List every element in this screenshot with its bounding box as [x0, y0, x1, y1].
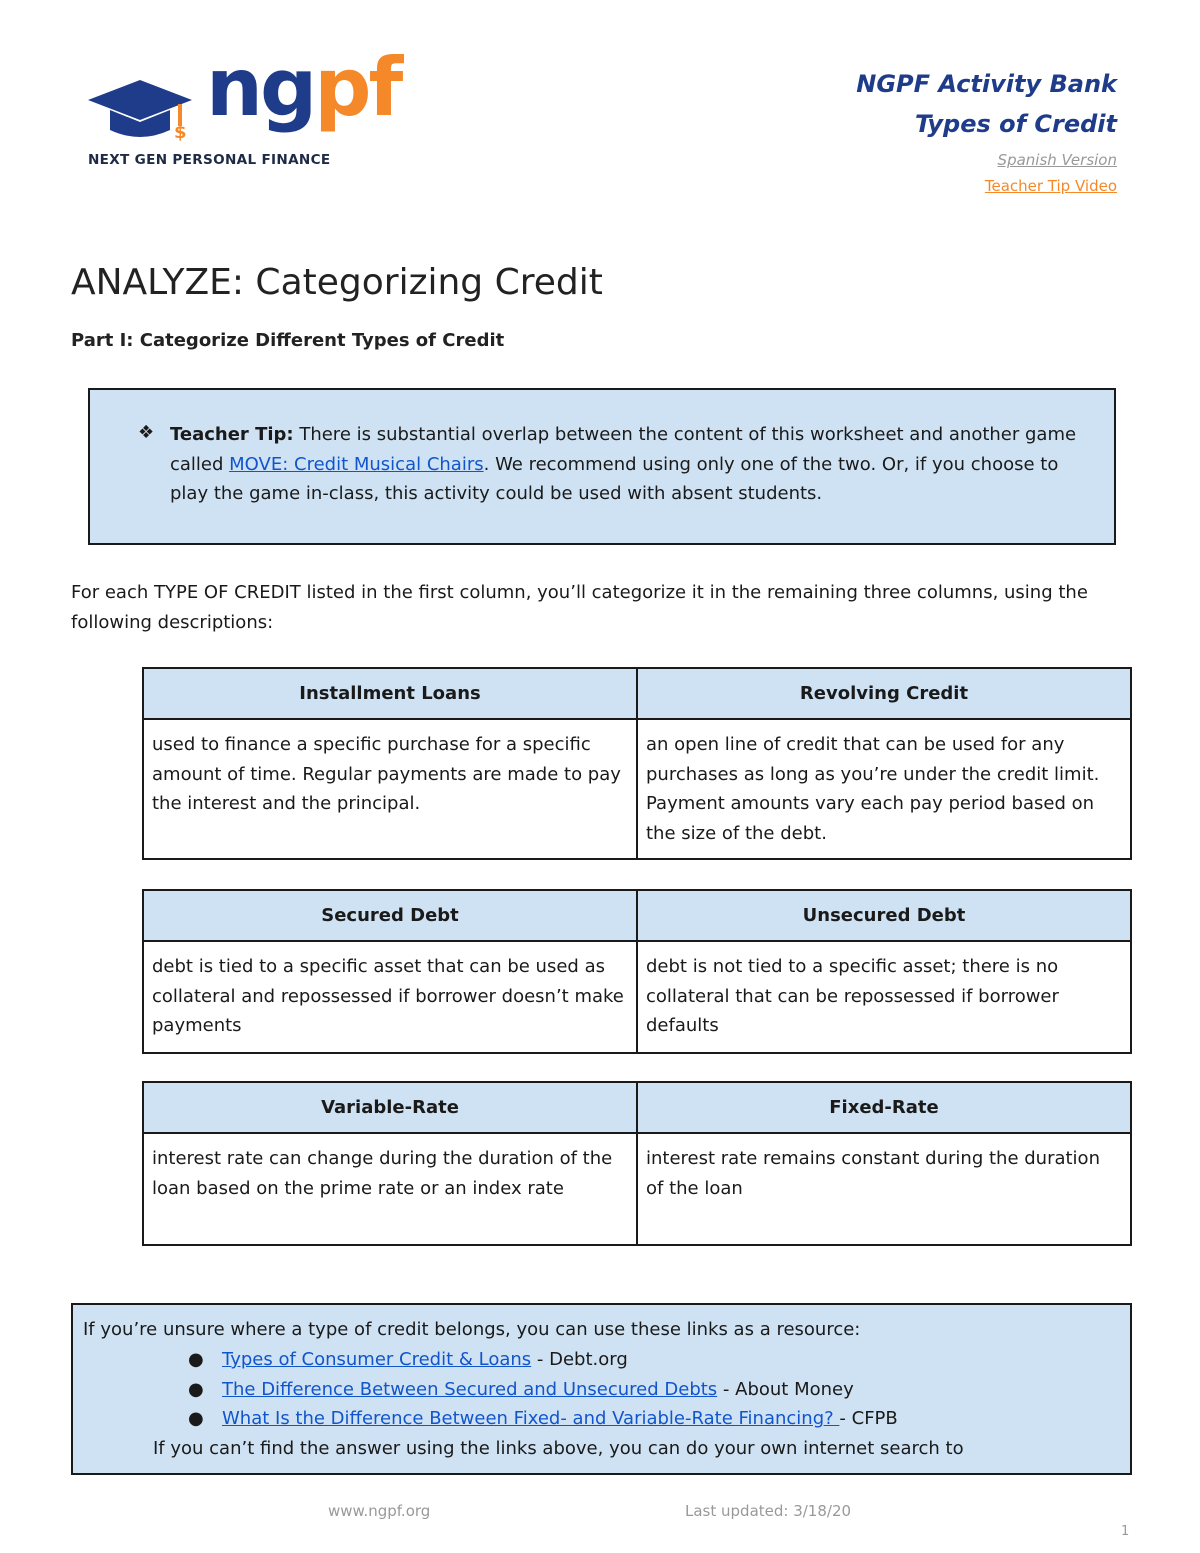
table-header: Variable-Rate — [143, 1082, 637, 1133]
table-cell: interest rate can change during the duration of the loan based on the prime rate or an index rate — [143, 1133, 637, 1245]
teacher-tip-label: Teacher Tip: — [170, 424, 294, 445]
table-header: Installment Loans — [143, 668, 637, 719]
table-cell: used to finance a specific purchase for a specific amount of time. Regular payments are made to pay the interest and the principal. — [143, 719, 637, 859]
teacher-tip-box — [88, 388, 1116, 545]
move-credit-musical-chairs-link[interactable]: MOVE: Credit Musical Chairs — [229, 453, 484, 475]
about-money-link[interactable]: The Difference Between Secured and Unsecured Debts — [222, 1378, 718, 1400]
table-cell: an open line of credit that can be used for any purchases as long as you’re under the credit limit. Payment amounts vary each pay period based on the size of the debt. — [637, 719, 1131, 859]
logo-wordmark: ngpf — [206, 41, 401, 134]
secured-unsecured-table — [142, 889, 1132, 1054]
header-info — [856, 64, 1117, 199]
table-header: Revolving Credit — [637, 668, 1131, 719]
diamond-bullet-icon: ❖ — [138, 422, 155, 443]
bullet-icon: ● — [188, 1349, 204, 1370]
bullet-icon: ● — [188, 1378, 204, 1400]
teacher-tip-text: Teacher Tip: There is substantial overlap between the content of this worksheet and another game called MOVE: Credit Musical Chairs. We recommend using only one of the two. Or, if you choose to play the game in-class, this activity could be used with absent students. — [170, 424, 1077, 505]
instructions-text: For each TYPE OF CREDIT listed in the first column, you’ll categorize it in the remaining three columns, using the following descriptions: — [71, 582, 1088, 633]
resources-list — [188, 1345, 898, 1434]
logo-tagline: NEXT GEN PERSONAL FINANCE — [88, 152, 331, 168]
debt-org-link[interactable]: Types of Consumer Credit & Loans — [222, 1349, 532, 1370]
table-header: Unsecured Debt — [637, 890, 1131, 941]
table-cell: debt is not tied to a specific asset; there is no collateral that can be repossessed if borrower defaults — [637, 941, 1131, 1053]
page-number: 1 — [1121, 1524, 1130, 1539]
footer-last-updated: Last updated: 3/18/20 — [685, 1502, 852, 1520]
installment-revolving-table — [142, 667, 1132, 860]
table-header: Secured Debt — [143, 890, 637, 941]
unit-heading: Types of Credit — [914, 110, 1117, 138]
activity-bank-heading: NGPF Activity Bank — [856, 70, 1117, 98]
list-item: ● The Difference Between Secured and Unsecured Debts - About Money — [188, 1375, 898, 1405]
resources-outro: If you can’t find the answer using the links above, you can do your own internet search to — [153, 1438, 964, 1459]
table-cell: debt is tied to a specific asset that can be used as collateral and repossessed if borrower doesn’t make payments — [143, 941, 637, 1053]
footer-url: www.ngpf.org — [328, 1502, 431, 1520]
part-heading: Part I: Categorize Different Types of Credit — [71, 330, 505, 351]
spanish-version-link[interactable]: Spanish Version — [997, 151, 1117, 169]
graduation-cap-icon — [88, 74, 206, 144]
table-cell: interest rate remains constant during the duration of the loan — [637, 1133, 1131, 1245]
list-item: ● Types of Consumer Credit & Loans - Debt.org — [188, 1345, 898, 1375]
cfpb-link[interactable]: What Is the Difference Between Fixed- and Variable-Rate Financing? — [222, 1408, 840, 1430]
variable-fixed-table — [142, 1081, 1132, 1246]
resources-intro: If you’re unsure where a type of credit belongs, you can use these links as a resource: — [83, 1319, 861, 1340]
resources-box — [71, 1303, 1132, 1475]
page-title: ANALYZE: Categorizing Credit — [71, 262, 603, 303]
teacher-tip-video-link[interactable]: Teacher Tip Video — [984, 177, 1117, 195]
table-header: Fixed-Rate — [637, 1082, 1131, 1133]
list-item: ● What Is the Difference Between Fixed- and Variable-Rate Financing? - CFPB — [188, 1404, 898, 1434]
ngpf-logo — [88, 41, 401, 172]
svg-text:$: $ — [174, 122, 187, 143]
bullet-icon: ● — [188, 1408, 204, 1430]
